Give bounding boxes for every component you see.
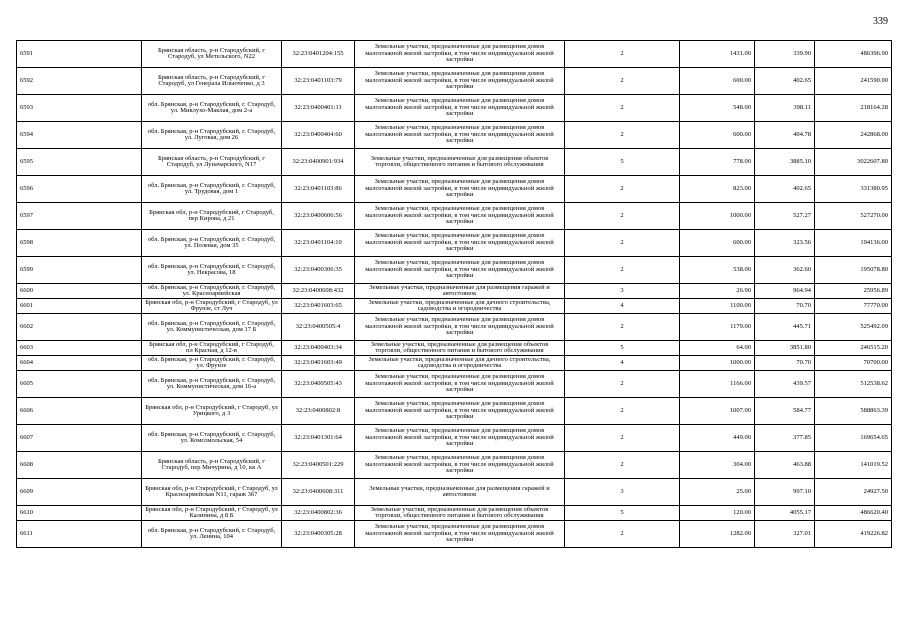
land-use-type: Земельные участки, предназначенные для размещения домов малоэтажной жилой застройки, в том числе индивидуальной жилой застройки: [355, 230, 565, 257]
table-row: [17, 521, 892, 548]
cadastral-row-number: 6598: [17, 230, 142, 257]
cadastral-number: 32:23:0400505:43: [282, 371, 355, 398]
land-use-type: Земельные участки, предназначенные для размещения объектов торговли, общественного питания и бытового обслуживания: [355, 506, 565, 521]
cadastral-row-number: 6591: [17, 41, 142, 68]
land-address: обл. Брянская, р-н Стародубский, г. Стародуб, ул. Трудовая, дом 1: [142, 176, 282, 203]
land-address: Брянская обл, р-н Стародубский, г Стародуб, пер Кирова, д 21: [142, 203, 282, 230]
land-use-type: Земельные участки, предназначенные для размещения домов малоэтажной жилой застройки, в том числе индивидуальной жилой застройки: [355, 257, 565, 284]
land-area: 1282.00: [680, 521, 755, 548]
land-address: обл. Брянская, р-н Стародубский, г. Стародуб, ул. Луговая, дом 26: [142, 122, 282, 149]
cadastral-value: 194136.00: [815, 230, 892, 257]
land-use-type: Земельные участки, предназначенные для размещения гаражей и автостоянок: [355, 284, 565, 299]
land-use-type: Земельные участки, предназначенные для размещения объектов торговли, общественного питания и бытового обслуживания: [355, 149, 565, 176]
land-address: Брянская область, р-н Стародубский, г Стародуб, ул Луначарского, N17: [142, 149, 282, 176]
cadastral-value: 525492.09: [815, 314, 892, 341]
land-area: 1166.00: [680, 371, 755, 398]
land-address: обл. Брянская, р-н Стародубский, г. Стародуб, ул. Ленина, 104: [142, 521, 282, 548]
table-row: [17, 341, 892, 356]
land-use-type: Земельные участки, предназначенные для размещения объектов торговли, общественного питания и бытового обслуживания: [355, 341, 565, 356]
table-row: [17, 122, 892, 149]
cadastral-number: 32:23:0400306:35: [282, 257, 355, 284]
land-area: 25.00: [680, 479, 755, 506]
specific-cadastral-value: 70.70: [755, 356, 815, 371]
cadastral-row-number: 6600: [17, 284, 142, 299]
cadastral-row-number: 6611: [17, 521, 142, 548]
land-area: 64.00: [680, 341, 755, 356]
cadastral-number: 32:23:0401204:155: [282, 41, 355, 68]
land-area: 1007.00: [680, 398, 755, 425]
land-use-group: 3: [565, 479, 680, 506]
table-row: [17, 230, 892, 257]
cadastral-number: 32:23:0400608:432: [282, 284, 355, 299]
cadastral-value: 24927.50: [815, 479, 892, 506]
registry-table: [16, 40, 892, 548]
land-area: 120.00: [680, 506, 755, 521]
land-use-type: Земельные участки, предназначенные для размещения гаражей и автостоянок: [355, 479, 565, 506]
land-area: 600.00: [680, 122, 755, 149]
table-row: [17, 203, 892, 230]
land-area: 538.00: [680, 257, 755, 284]
land-address: обл. Брянская, р-н Стародубский, г. Стародуб, ул. Коммунистическая, дом 17 Б: [142, 314, 282, 341]
land-use-type: Земельные участки, предназначенные для размещения домов малоэтажной жилой застройки, в том числе индивидуальной жилой застройки: [355, 425, 565, 452]
cadastral-row-number: 6602: [17, 314, 142, 341]
cadastral-number: 32:23:0400802:8: [282, 398, 355, 425]
table-row: [17, 68, 892, 95]
specific-cadastral-value: 463.88: [755, 452, 815, 479]
cadastral-value: 70700.00: [815, 356, 892, 371]
land-use-group: 2: [565, 398, 680, 425]
land-address: Брянская обл, р-н Стародубский, г Стародуб, ул Красноармейская N11, гараж 367: [142, 479, 282, 506]
land-use-type: Земельные участки, предназначенные для размещения домов малоэтажной жилой застройки, в том числе индивидуальной жилой застройки: [355, 95, 565, 122]
land-use-type: Земельные участки, предназначенные для дачного строительства, садоводства и огородничества: [355, 299, 565, 314]
cadastral-value: 242868.00: [815, 122, 892, 149]
land-address: обл. Брянская, р-н Стародубский, г. Стародуб, ул. Комсомольская, 54: [142, 425, 282, 452]
table-row: [17, 452, 892, 479]
specific-cadastral-value: 997.10: [755, 479, 815, 506]
land-use-group: 4: [565, 356, 680, 371]
land-use-group: 2: [565, 203, 680, 230]
specific-cadastral-value: 584.77: [755, 398, 815, 425]
table-row: [17, 506, 892, 521]
land-use-type: Земельные участки, предназначенные для размещения домов малоэтажной жилой застройки, в том числе индивидуальной жилой застройки: [355, 371, 565, 398]
land-use-group: 2: [565, 68, 680, 95]
cadastral-row-number: 6596: [17, 176, 142, 203]
land-area: 823.00: [680, 176, 755, 203]
cadastral-row-number: 6593: [17, 95, 142, 122]
cadastral-value: 169654.65: [815, 425, 892, 452]
land-area: 1100.00: [680, 299, 755, 314]
table-row: [17, 479, 892, 506]
cadastral-value: 486396.90: [815, 41, 892, 68]
cadastral-value: 512538.62: [815, 371, 892, 398]
cadastral-number: 32:23:0400608:311: [282, 479, 355, 506]
table-row: [17, 356, 892, 371]
specific-cadastral-value: 964.94: [755, 284, 815, 299]
land-address: Брянская обл, р-н Стародубский, г Стародуб, ул Калинина, д 8 Б: [142, 506, 282, 521]
cadastral-number: 32:23:0401104:10: [282, 230, 355, 257]
land-use-group: 2: [565, 257, 680, 284]
land-use-group: 4: [565, 299, 680, 314]
cadastral-value: 195078.80: [815, 257, 892, 284]
cadastral-row-number: 6604: [17, 356, 142, 371]
land-use-group: 2: [565, 371, 680, 398]
cadastral-row-number: 6592: [17, 68, 142, 95]
land-address: обл. Брянская, р-н Стародубский, г. Стародуб, ул. Полевая, дом 35: [142, 230, 282, 257]
cadastral-value: 77770.00: [815, 299, 892, 314]
cadastral-number: 32:23:0400305:28: [282, 521, 355, 548]
land-area: 548.00: [680, 95, 755, 122]
land-use-group: 2: [565, 122, 680, 149]
cadastral-number: 32:23:0400401:11: [282, 95, 355, 122]
table-row: [17, 95, 892, 122]
specific-cadastral-value: 3885.10: [755, 149, 815, 176]
land-area: 304.00: [680, 452, 755, 479]
land-use-group: 2: [565, 425, 680, 452]
cadastral-row-number: 6594: [17, 122, 142, 149]
land-address: Брянская область, р-н Стародубский, г Стародуб, пер Мичурина, д 10, кв А: [142, 452, 282, 479]
cadastral-row-number: 6606: [17, 398, 142, 425]
land-use-group: 2: [565, 314, 680, 341]
land-use-type: Земельные участки, предназначенные для размещения домов малоэтажной жилой застройки, в том числе индивидуальной жилой застройки: [355, 521, 565, 548]
cadastral-value: 218164.28: [815, 95, 892, 122]
land-area: 778.00: [680, 149, 755, 176]
cadastral-value: 419226.82: [815, 521, 892, 548]
land-address: Брянская обл, р-н Стародубский, г Стародуб, ул Урицкого, д 3: [142, 398, 282, 425]
land-use-group: 5: [565, 149, 680, 176]
cadastral-number: 32:23:0400802:36: [282, 506, 355, 521]
land-address: Брянская обл, р-н Стародубский, г Стародуб, пл Красная, д 12-в: [142, 341, 282, 356]
land-area: 1000.00: [680, 356, 755, 371]
cadastral-value: 3022607.80: [815, 149, 892, 176]
cadastral-number: 32:23:0401301:64: [282, 425, 355, 452]
specific-cadastral-value: 377.85: [755, 425, 815, 452]
land-use-type: Земельные участки, предназначенные для размещения домов малоэтажной жилой застройки, в том числе индивидуальной жилой застройки: [355, 203, 565, 230]
cadastral-value: 331380.95: [815, 176, 892, 203]
land-use-group: 2: [565, 176, 680, 203]
land-use-group: 2: [565, 41, 680, 68]
land-use-type: Земельные участки, предназначенные для размещения домов малоэтажной жилой застройки, в том числе индивидуальной жилой застройки: [355, 41, 565, 68]
land-area: 26.90: [680, 284, 755, 299]
land-use-group: 5: [565, 506, 680, 521]
land-area: 1431.00: [680, 41, 755, 68]
cadastral-row-number: 6608: [17, 452, 142, 479]
land-area: 1000.00: [680, 203, 755, 230]
table-row: [17, 299, 892, 314]
land-use-group: 2: [565, 230, 680, 257]
cadastral-row-number: 6610: [17, 506, 142, 521]
land-use-type: Земельные участки, предназначенные для размещения домов малоэтажной жилой застройки, в том числе индивидуальной жилой застройки: [355, 122, 565, 149]
specific-cadastral-value: 402.65: [755, 68, 815, 95]
specific-cadastral-value: 327.01: [755, 521, 815, 548]
cadastral-value: 25956.89: [815, 284, 892, 299]
land-address: обл. Брянская, р-н Стародубский, г. Стародуб, ул. Фрунзе: [142, 356, 282, 371]
cadastral-row-number: 6603: [17, 341, 142, 356]
specific-cadastral-value: 362.60: [755, 257, 815, 284]
specific-cadastral-value: 527.27: [755, 203, 815, 230]
specific-cadastral-value: 402.65: [755, 176, 815, 203]
land-use-type: Земельные участки, предназначенные для размещения домов малоэтажной жилой застройки, в том числе индивидуальной жилой застройки: [355, 68, 565, 95]
land-area: 449.00: [680, 425, 755, 452]
land-address: обл. Брянская, р-н Стародубский, г. Стародуб, ул. Красноармейская: [142, 284, 282, 299]
cadastral-value: 527270.00: [815, 203, 892, 230]
cadastral-row-number: 6601: [17, 299, 142, 314]
cadastral-value: 241590.00: [815, 68, 892, 95]
land-address: обл. Брянская, р-н Стародубский, г. Стародуб, ул. Коммунистическая, дом 16-а: [142, 371, 282, 398]
land-use-group: 3: [565, 284, 680, 299]
cadastral-value: 588863.39: [815, 398, 892, 425]
cadastral-value: 486620.40: [815, 506, 892, 521]
land-area: 1179.00: [680, 314, 755, 341]
land-address: Брянская область, р-н Стародубский, г Стародуб, ул Генерала Ильюченко, д 3: [142, 68, 282, 95]
land-area: 600.00: [680, 68, 755, 95]
land-address: Брянская область, р-н Стародубский, г Стародуб, ул Метельского, N22: [142, 41, 282, 68]
table-row: [17, 41, 892, 68]
cadastral-row-number: 6607: [17, 425, 142, 452]
table-row: [17, 176, 892, 203]
land-use-group: 2: [565, 521, 680, 548]
cadastral-number: 32:23:0401103:79: [282, 68, 355, 95]
cadastral-number: 32:23:0401103:86: [282, 176, 355, 203]
specific-cadastral-value: 445.71: [755, 314, 815, 341]
page-number: 339: [873, 16, 888, 27]
table-row: [17, 149, 892, 176]
land-use-type: Земельные участки, предназначенные для размещения домов малоэтажной жилой застройки, в том числе индивидуальной жилой застройки: [355, 176, 565, 203]
specific-cadastral-value: 339.90: [755, 41, 815, 68]
specific-cadastral-value: 398.11: [755, 95, 815, 122]
cadastral-row-number: 6605: [17, 371, 142, 398]
cadastral-row-number: 6599: [17, 257, 142, 284]
table-row: [17, 371, 892, 398]
cadastral-number: 32:23:0401603:65: [282, 299, 355, 314]
cadastral-number: 32:23:0400501:229: [282, 452, 355, 479]
cadastral-row-number: 6597: [17, 203, 142, 230]
cadastral-value: 141019.52: [815, 452, 892, 479]
cadastral-number: 32:23:0401603:49: [282, 356, 355, 371]
land-use-type: Земельные участки, предназначенные для размещения домов малоэтажной жилой застройки, в том числе индивидуальной жилой застройки: [355, 398, 565, 425]
cadastral-value: 246515.20: [815, 341, 892, 356]
cadastral-number: 32:23:0400404:60: [282, 122, 355, 149]
land-address: обл. Брянская, р-н Стародубский, г. Стародуб, ул. Миклухо-Маклая, дом 2-а: [142, 95, 282, 122]
specific-cadastral-value: 404.78: [755, 122, 815, 149]
cadastral-number: 32:23:0400606:56: [282, 203, 355, 230]
specific-cadastral-value: 4055.17: [755, 506, 815, 521]
land-use-type: Земельные участки, предназначенные для размещения домов малоэтажной жилой застройки, в том числе индивидуальной жилой застройки: [355, 452, 565, 479]
specific-cadastral-value: 323.56: [755, 230, 815, 257]
land-use-group: 5: [565, 341, 680, 356]
specific-cadastral-value: 3851.80: [755, 341, 815, 356]
table-row: [17, 284, 892, 299]
land-area: 600.00: [680, 230, 755, 257]
specific-cadastral-value: 70.70: [755, 299, 815, 314]
land-use-group: 2: [565, 452, 680, 479]
cadastral-number: 32:23:0400403:34: [282, 341, 355, 356]
table-row: [17, 398, 892, 425]
cadastral-row-number: 6595: [17, 149, 142, 176]
cadastral-number: 32:23:0400505:4: [282, 314, 355, 341]
land-use-type: Земельные участки, предназначенные для размещения домов малоэтажной жилой застройки, в том числе индивидуальной жилой застройки: [355, 314, 565, 341]
table-row: [17, 425, 892, 452]
specific-cadastral-value: 439.57: [755, 371, 815, 398]
land-address: Брянская обл, р-н Стародубский, г Стародуб, ул Фрунзе, ст Луч: [142, 299, 282, 314]
land-use-group: 2: [565, 95, 680, 122]
land-address: обл. Брянская, р-н Стародубский, г. Стародуб, ул. Некрасова, 18: [142, 257, 282, 284]
land-use-type: Земельные участки, предназначенные для дачного строительства, садоводства и огородничества: [355, 356, 565, 371]
cadastral-number: 32:23:0400901:934: [282, 149, 355, 176]
table-row: [17, 257, 892, 284]
cadastral-row-number: 6609: [17, 479, 142, 506]
table-row: [17, 314, 892, 341]
